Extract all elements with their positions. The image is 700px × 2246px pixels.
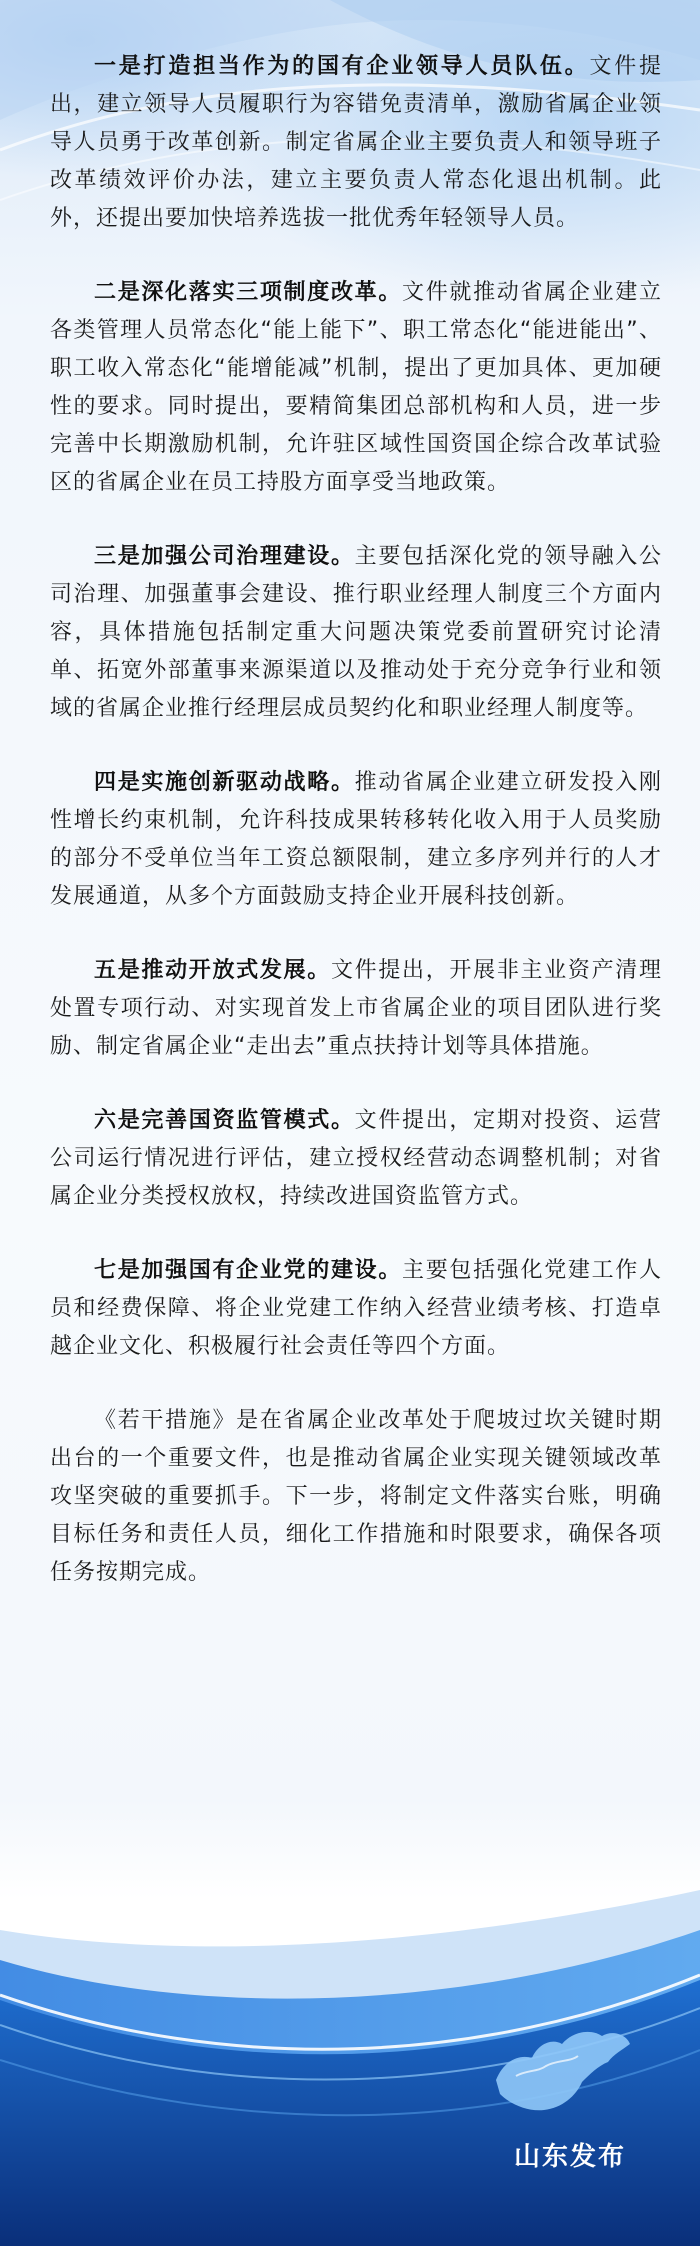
paragraph-1-text: 文件提出，建立领导人员履职行为容错免责清单，激励省属企业领导人员勇于改革创新。制定省属企业主要负责人和领导班子改革绩效评价办法，建立主要负责人常态化退出机制。此外，还提出要加快培养选拔一批优秀年轻领导人员。 — [50, 54, 662, 231]
paragraph-7-lead: 七是加强国有企业党的建设。 — [94, 1258, 403, 1283]
paragraph-5-lead: 五是推动开放式发展。 — [94, 958, 331, 983]
paragraph-5-text: 文件提出，开展非主业资产清理处置专项行动、对实现首发上市省属企业的项目团队进行奖励、制定省属企业“走出去”重点扶持计划等具体措施。 — [50, 958, 662, 1059]
paragraph-6 — [50, 1102, 662, 1216]
paragraph-4 — [50, 764, 662, 916]
paragraph-2-lead: 二是深化落实三项制度改革。 — [94, 280, 403, 305]
shandong-map-icon — [486, 2010, 636, 2120]
paragraph-4-lead: 四是实施创新驱动战略。 — [94, 770, 355, 795]
paragraph-4-text: 推动省属企业建立研发投入刚性增长约束机制，允许科技成果转移转化收入用于人员奖励的部分不受单位当年工资总额限制，建立多序列并行的人才发展通道，从多个方面鼓励支持企业开展科技创新。 — [50, 770, 662, 909]
paragraph-8-text: 《若干措施》是在省属企业改革处于爬坡过坎关键时期出台的一个重要文件，也是推动省属企业实现关键领域改革攻坚突破的重要抓手。下一步，将制定文件落实台账，明确目标任务和责任人员，细化工作措施和时限要求，确保各项任务按期完成。 — [50, 1408, 662, 1585]
paragraph-3 — [50, 538, 662, 728]
paragraph-2 — [50, 274, 662, 502]
paragraph-3-lead: 三是加强公司治理建设。 — [94, 544, 355, 569]
paragraph-2-text: 文件就推动省属企业建立各类管理人员常态化“能上能下”、职工常态化“能进能出”、职工收入常态化“能增能减”机制，提出了更加具体、更加硬性的要求。同时提出，要精简集团总部机构和人员，进一步完善中长期激励机制，允许驻区域性国资国企综合改革试验区的省属企业在员工持股方面享受当地政策。 — [50, 280, 662, 495]
paragraph-3-text: 主要包括深化党的领导融入公司治理、加强董事会建设、推行职业经理人制度三个方面内容，具体措施包括制定重大问题决策党委前置研究讨论清单、拓宽外部董事来源渠道以及推动处于充分竞争行业和领域的省属企业推行经理层成员契约化和职业经理人制度等。 — [50, 544, 662, 721]
paragraph-8 — [50, 1402, 662, 1592]
paragraph-1 — [50, 48, 662, 238]
paragraph-7 — [50, 1252, 662, 1366]
article-body — [50, 48, 662, 1628]
paragraph-1-lead: 一是打造担当作为的国有企业领导人员队伍。 — [94, 54, 590, 79]
brand-logo-text: 山东发布 — [513, 2142, 626, 2172]
paragraph-6-text: 文件提出，定期对投资、运营公司运行情况进行评估，建立授权经营动态调整机制；对省属企业分类授权放权，持续改进国资监管方式。 — [50, 1108, 662, 1209]
paragraph-5 — [50, 952, 662, 1066]
paragraph-6-lead: 六是完善国资监管模式。 — [94, 1108, 355, 1133]
paragraph-7-text: 主要包括强化党建工作人员和经费保障、将企业党建工作纳入经营业绩考核、打造卓越企业文化、积极履行社会责任等四个方面。 — [50, 1258, 662, 1359]
